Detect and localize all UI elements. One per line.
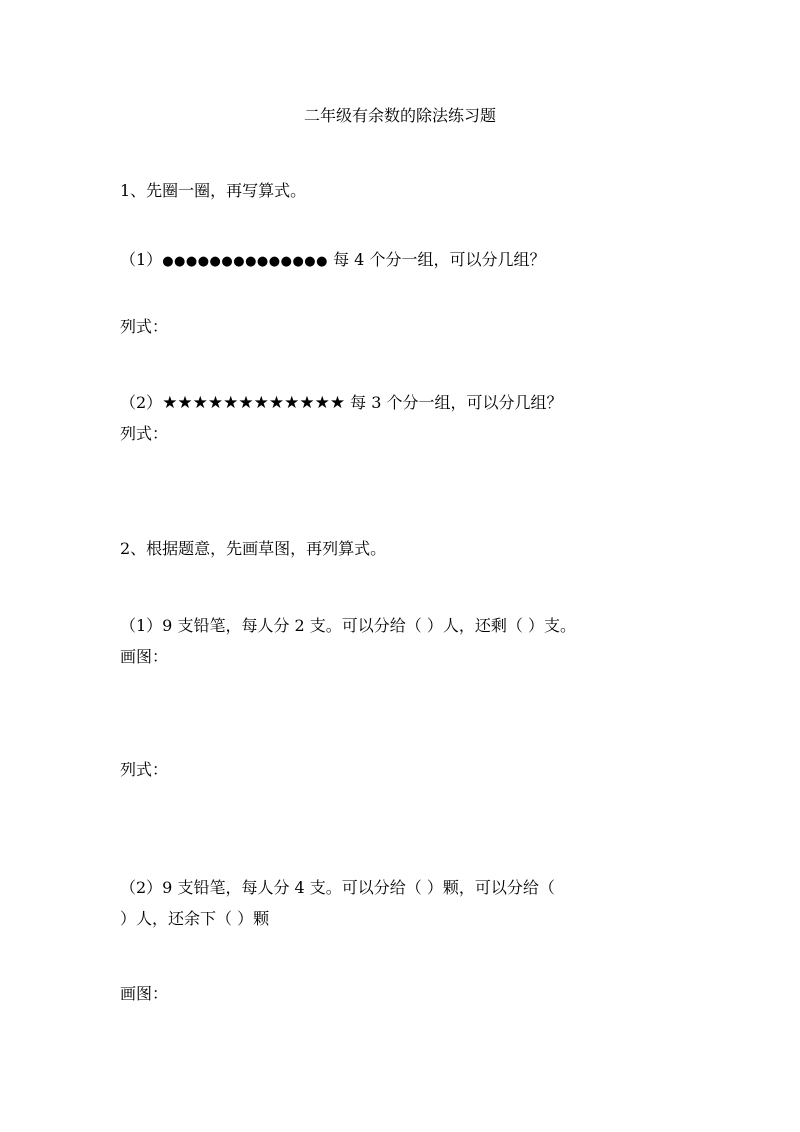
page-title: 二年级有余数的除法练习题 [303,106,496,125]
section1-heading: 1、先圈一圈，再写算式。 [120,181,307,200]
question-text: 每 4 个分一组，可以分几组？ [328,250,546,269]
formula-label: 列式： [120,424,169,443]
section2-heading: 2、根据题意，先画草图，再列算式。 [120,539,387,558]
draw-label: 画图： [120,984,169,1003]
dot-row: ●●●●●●●●●●●●●● [162,254,328,269]
question-text: 每 3 个分一组，可以分几组？ [345,393,563,412]
formula-label: 列式： [120,760,169,779]
formula-label: 列式： [120,317,169,336]
section2-question2-line2: ）人，还余下（ ）颗 [120,909,270,928]
section2-question2-line1: （2）9 支铅笔，每人分 4 支。可以分给（ ）颗，可以分给（ [120,878,555,897]
question-number: （2） [120,393,163,412]
section1-question1 [120,250,545,272]
draw-label: 画图： [120,647,169,666]
section2-question1: （1）9 支铅笔，每人分 2 支。可以分给（ ）人，还剩（ ）支。 [120,616,576,635]
question-number: （1） [120,250,163,269]
section1-question2 [120,393,563,413]
star-row: ★★★★★★★★★★★★ [162,393,346,413]
